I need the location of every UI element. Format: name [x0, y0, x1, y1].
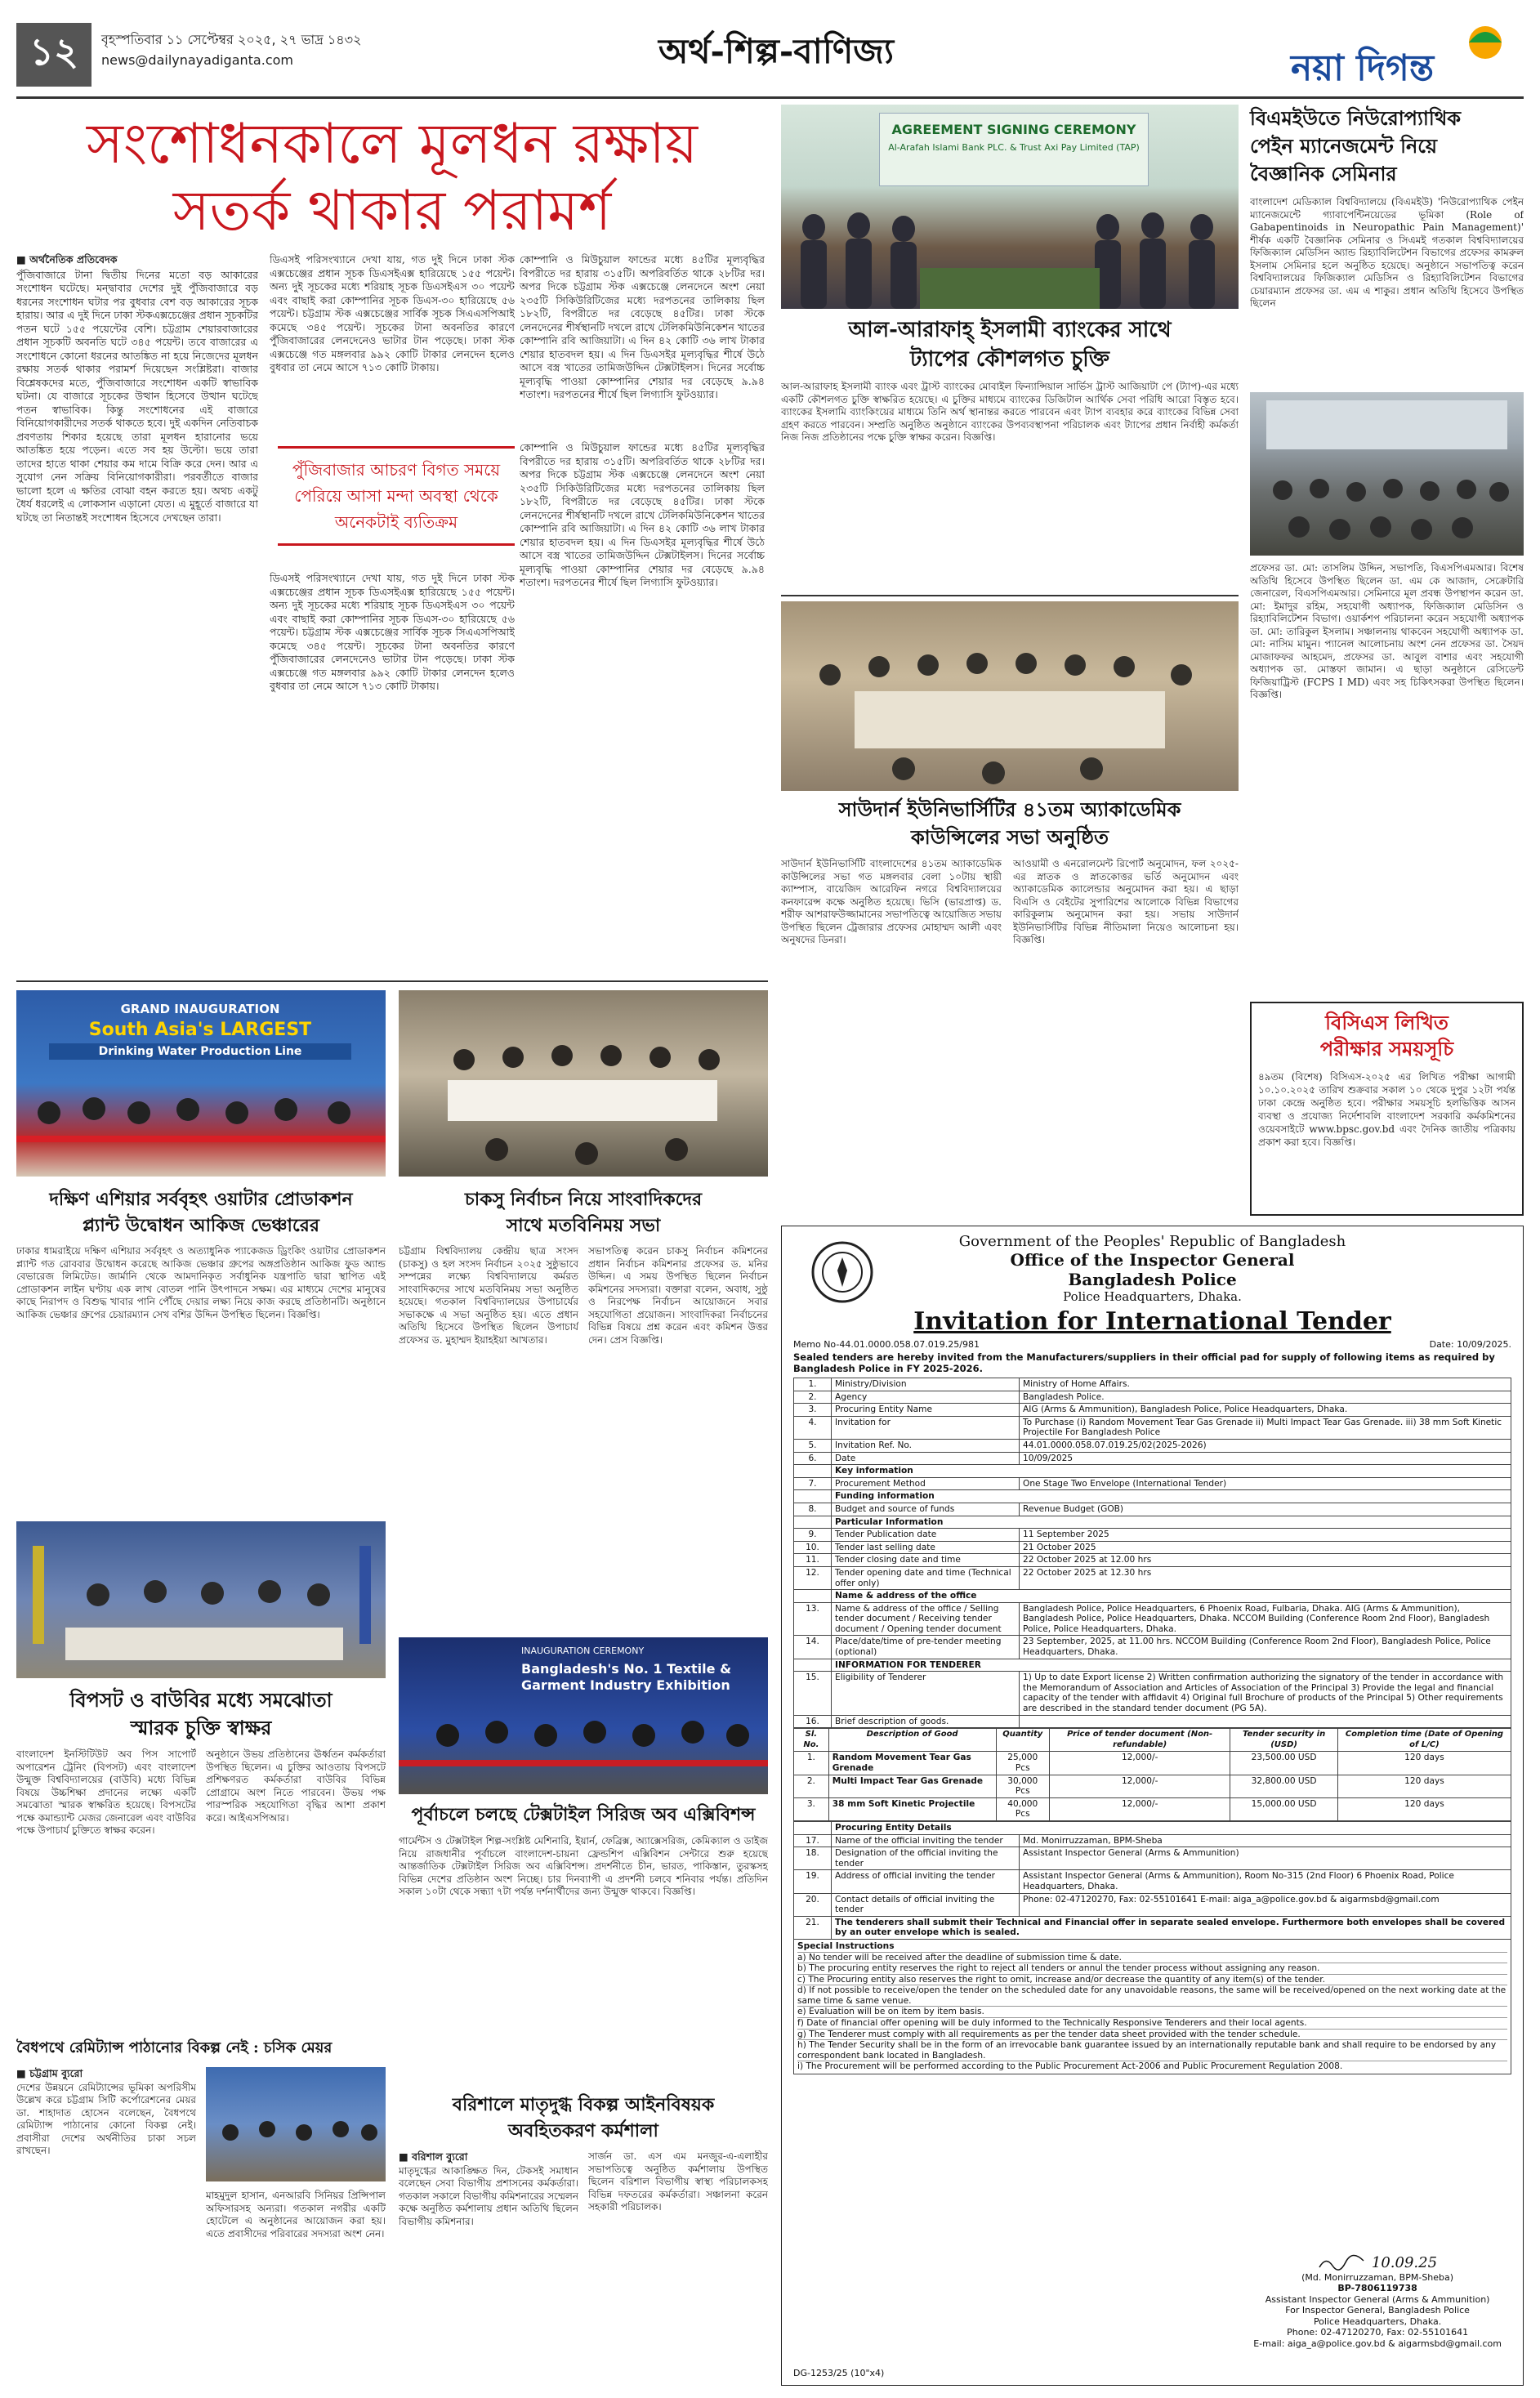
- remit-guests-icon: [206, 2067, 386, 2181]
- press-meeting-icon: [399, 990, 768, 1177]
- tender-row: 8. Budget and source of funds Revenue Budget (GOB): [794, 1503, 1511, 1516]
- exhibition-guests-icon: [399, 1637, 768, 1794]
- special-instruction-item: g) The Tenderer must comply with all requirements as per the tender data sheet provided with the tender schedule.: [797, 2029, 1507, 2040]
- goods-header: Quantity: [996, 1729, 1050, 1752]
- goods-table: [793, 1728, 1511, 1821]
- goods-row: 1. Random Movement Tear Gas Grenade 25,000 Pcs 12,000/- 23,500.00 USD 120 days: [794, 1752, 1511, 1775]
- tender-row: Procuring Entity Details: [794, 1821, 1511, 1834]
- goods-row: 2. Multi Impact Tear Gas Grenade 30,000 Pcs 12,000/- 32,800.00 USD 120 days: [794, 1775, 1511, 1797]
- page-number: ১২: [29, 29, 78, 74]
- textile-banner-2: Bangladesh's No. 1 Textile & Garment Industry Exhibition: [521, 1661, 732, 1693]
- special-instruction-item: c) The Procuring entity also reserves the right to omit, increase and/or decrease the quantity of any item(s) of the tender.: [797, 1974, 1507, 1985]
- bcs-box: [1250, 1002, 1524, 1216]
- tender-office-line: Office of the Inspector General: [1010, 1250, 1295, 1270]
- meeting-table-icon: [781, 601, 1239, 791]
- bcs-body: ৪৯তম (বিশেষ) বিসিএস-২০২৫ এর লিখিত পরীক্ষা আগামী ১০.১০.২০২৫ তারিখ শুক্রবার সকাল ১০ থেকে দুপুর ১২টা পর্যন্ত ঢাকা কেন্দ্রে অনুষ্ঠিত হবে। পরীক্ষার সময়সূচি হলভিত্তিক আসন ব্যবস্থা ও প্রযোজ্য নির্দেশাবলি বাংলাদেশ সরকারি কর্মকমিশনের ওয়েবসাইটে www.bpsc.gov.bd এবং দৈনিক জাতীয় পত্রিকায় প্রকাশ করা হবে। বিজ্ঞপ্তি।: [1258, 1071, 1515, 1148]
- special-instructions: Special Instructions a) No tender will be received after the deadline of submission time & date. b) The procuring entity reserves the right to reject all tenders or annul the tender process without assigning any reason. c) The Procuring entity also reserves the right to omit, increase and/or decrease the quantity of any item(s) of the tender. d) If not possible to receive/open the tender on the scheduled date for any unavoidable reasons, the same will be received/opened on the next working date at the same time & same venue. e) Evaluation will be on item by item basis. f) Date of financial offer opening will be duly informed to the Technically Responsive Tenderers and their local agents. g) The Tenderer must comply with all requirements as per the tender data sheet provided with the tender schedule. h) The Tender Security shall be in the form of an irrevocable bank guarantee issued by an internationally reputable bank and shall require to be endorsed by any correspondent bank located in Bangladesh. i) The Procurement will be performed according to the Public Procurement Act-2006 and Public Procurement Regulation 2008.: [793, 1940, 1511, 2074]
- goods-header: Tender security in (USD): [1230, 1729, 1338, 1752]
- tender-row: 13. Name & address of the office / Selling tender document / Receiving tender document / Opening tender document Bangladesh Police, Police Headquarters, 6 Phoenix Road, Fulbaria, Dhaka. AIG (Arms & Ammunition), Bangladesh Police, Police Headquarters, Dhaka. NCCOM Building (Conference Room 2nd Floor), Bangladesh Police, Police Headquarters, Dhaka.: [794, 1602, 1511, 1636]
- tender-table-2: [793, 1821, 1511, 1940]
- textile-photo: [399, 1637, 768, 1794]
- police-emblem-icon: [810, 1239, 875, 1305]
- remit-byline: ■ চট্টগ্রাম ব্যুরো: [16, 2067, 83, 2079]
- photo-banner-title: AGREEMENT SIGNING CEREMONY: [891, 122, 1136, 137]
- bipost-col-1: বাংলাদেশ ইনস্টিটিউট অব পিস সাপোর্ট অপারেশন ট্রেনিং (বিপসট) এবং বাংলাদেশ উন্মুক্ত বিশ্ববিদ্যালয়ের (বাউবি) মধ্যে বিভিন্ন বিষয়ে উচ্চশিক্ষা প্রদানের লক্ষ্যে একটি সমঝোতা স্মারক স্বাক্ষরিত হয়েছে। বিপসটের পক্ষে কমান্ড্যান্ট মেজর জেনারেল এবং বাউবির পক্ষে উপাচার্য চুক্তিতে স্বাক্ষর করেন।: [16, 1748, 196, 1836]
- tender-row: 10. Tender last selling date 21 October 2025: [794, 1541, 1511, 1554]
- lead-col-2-bottom: ডিএসই পরিসংখ্যানে দেখা যায়, গত দুই দিনে ঢাকা স্টক এক্সচেঞ্জের প্রধান সূচক ডিএসইএক্স হারিয়েছে ১৫৫ পয়েন্ট। অন্য দুই সূচকের মধ্যে শরিয়াহ সূচক ডিএসইএস ৩০ পয়েন্ট এবং বাছাই করা কোম্পানির সূচক ডিএস-৩০ হারিয়েছে ৫৬ পয়েন্ট। চট্টগ্রাম স্টক এক্সচেঞ্জের সার্বিক সূচক সিএএসপিআই কমেছে ৩৪৫ পয়েন্ট। সূচকের টানা অবনতির কারণে পুঁজিবাজারের লেনদেনেও ভাটার টান পড়েছে। ঢাকা স্টক এক্সচেঞ্জে গত মঙ্গলবার ৯৯২ কোটি টাকার লেনদেন হলেও বুধবার তা নেমে আসে ৭১৩ কোটি টাকায়।: [270, 572, 515, 692]
- page-number-box: [16, 23, 92, 87]
- tender-police-line: Bangladesh Police: [1068, 1270, 1237, 1289]
- bipost-col-2: অনুষ্ঠানে উভয় প্রতিষ্ঠানের ঊর্ধ্বতন কর্মকর্তারা উপস্থিত ছিলেন। এ চুক্তির আওতায় বিপসটে প্রশিক্ষণরত কর্মকর্তারা বাউবির বিভিন্ন প্রোগ্রামে অংশ নিতে পারবেন। উভয় পক্ষ পারস্পরিক সহযোগিতা বৃদ্ধির আশা প্রকাশ করে। আইএসপিআর।: [206, 1748, 386, 1824]
- textile-body: গার্মেন্টস ও টেক্সটাইল শিল্প-সংশ্লিষ্ট মেশিনারি, ইয়ার্ন, ফেব্রিক্স, অ্যাক্সেসরিজ, কেমিক্যাল ও ডাইজ নিয়ে রাজধানীর পূর্বাচলে বাংলাদেশ-চায়না ফ্রেন্ডশিপ এক্সিবিশন সেন্টারে শুরু হয়েছে আন্তর্জাতিক টেক্সটাইল সিরিজ অব এক্সিবিশন্স। প্রদর্শনীতে চীন, ভারত, পাকিস্তান, তুরস্কসহ বিভিন্ন দেশের প্রতিষ্ঠান অংশ নিচ্ছে। চার দিনব্যাপী এ প্রদর্শনী চলবে শনিবার পর্যন্ত। প্রতিদিন সকাল ১০টা থেকে সন্ধ্যা ৭টা পর্যন্ত দর্শনার্থীদের জন্য উন্মুক্ত থাকবে। বিজ্ঞপ্তি।: [399, 1835, 768, 1897]
- tender-row: Funding information: [794, 1490, 1511, 1503]
- tender-row: 12. Tender opening date and time (Technical offer only) 22 October 2025 at 12.30 hrs: [794, 1566, 1511, 1589]
- logo-text: নয়া দিগন্ত: [1291, 47, 1435, 89]
- tender-row: 17. Name of the official inviting the tender Md. Monirruzzaman, BPM-Sheba: [794, 1834, 1511, 1847]
- chaksu-col-1: চট্টগ্রাম বিশ্ববিদ্যালয় কেন্দ্রীয় ছাত্র সংসদ (চাকসু) ও হল সংসদ নির্বাচন ২০২৫ সুষ্ঠুভাবে সম্পন্নের লক্ষ্যে বিশ্ববিদ্যালয়ে কর্মরত সাংবাদিকদের সাথে মতবিনিময় সভা অনুষ্ঠিত হয়েছে। গতকাল বিশ্ববিদ্যালয়ের উপাচার্যের সভাকক্ষে এ সভা অনুষ্ঠিত হয়। এতে প্রধান অতিথি হিসেবে উপস্থিত ছিলেন উপাচার্য প্রফেসর ড. মুহাম্মদ ইয়াহইয়া আখতার।: [399, 1245, 578, 1346]
- tender-row: 19. Address of official inviting the tender Assistant Inspector General (Arms & Ammunition), Room No-315 (2nd Floor) 6 Phoenix Road, Police Headquarters, Dhaka.: [794, 1870, 1511, 1893]
- barisal-col-2: সার্জন ডা. এস এম মনজুর-এ-এলাহীর সভাপতিত্বে অনুষ্ঠিত কর্মশালায় উপস্থিত ছিলেন বরিশাল বিভাগীয় স্বাস্থ্য পরিচালকসহ বিভিন্ন দফতরের কর্মকর্তারা। সঞ্চালনা করেন সহকারী পরিচালক।: [588, 2150, 768, 2213]
- photo-banner-sub: Al-Arafah Islami Bank PLC. & Trust Axi Pay Limited (TAP): [888, 142, 1140, 153]
- signature-icon: [1318, 2254, 1367, 2272]
- tender-row: 2. Agency Bangladesh Police.: [794, 1391, 1511, 1404]
- tender-title: Invitation for International Tender: [913, 1307, 1391, 1336]
- islami-rule: [781, 595, 1239, 596]
- goods-row: 3. 38 mm Soft Kinetic Projectile 40,000 Pcs 12,000/- 15,000.00 USD 120 days: [794, 1797, 1511, 1820]
- tender-row: Name & address of the office: [794, 1590, 1511, 1603]
- tender-intro: Sealed tenders are hereby invited from the Manufacturers/suppliers in their official pad for supply of following items as required by Bangladesh Police in FY 2025-2026.: [793, 1351, 1495, 1374]
- remit-photo: [206, 2067, 386, 2181]
- tender-gov-line: Government of the Peoples' Republic of Bangladesh: [958, 1233, 1346, 1250]
- tender-row: 1. Ministry/Division Ministry of Home Affairs.: [794, 1378, 1511, 1391]
- barisal-col-1: ■ বরিশাল ব্যুরো মাতৃদুগ্ধের আকাঙ্ক্ষিত দিন, টেকসই সমাধান বলেছেন সেবা বিভাগীয় প্রশাসনের কর্মকর্তারা। গতকাল সকালে বিভাগীয় কমিশনারের সম্মেলন কক্ষে অনুষ্ঠিত কর্মশালায় প্রধান অতিথি ছিলেন বিভাগীয় কমিশনার।: [399, 2150, 578, 2227]
- seminar-body-bottom: প্রফেসর ডা. মো: তাসলিম উদ্দিন, সভাপতি, বিএসপিএমআর। বিশেষ অতিথি হিসেবে উপস্থিত ছিলেন ডা. এম কে আজাদ, সেক্রেটারি জেনারেল, বিএসপিএমআর। সেমিনারে মূল প্রবন্ধ উপস্থাপন করেন ডা. মো: ইমাদুর রহিম, সহযোগী অধ্যাপক, ফিজিক্যাল মেডিসিন ও রিহ্যাবিলিটেশন বিভাগ। ওয়ার্কশপ পরিচালনা করেন সহযোগী অধ্যাপক ডা. মো: তারিকুল ইসলাম। সঞ্চালনায় থাকবেন সহযোগী অধ্যাপক ডা. মো: নাসিম মামুন। প্যানেল আলোচনায় অংশ নেন প্রফেসর ডা. সৈয়দ মোজাফফর আহমেদ, প্রফেসর ডা. আবুল বাশার এবং সহযোগী অধ্যাপক ডা. মোস্তফা জামান। এ ছাড়া অনুষ্ঠানে রেসিডেন্ট ফিজিয়াট্রিস্ট (FCPS I MD) এবং সহ চিকিৎসকরা উপস্থিত ছিলেন। বিজ্ঞপ্তি।: [1250, 562, 1524, 700]
- special-instruction-item: e) Evaluation will be on item by item basis.: [797, 2006, 1507, 2017]
- remit-headline: বৈধপথে রেমিট্যান্স পাঠানোর বিকল্প নেই : চসিক মেয়র: [16, 2039, 333, 2056]
- tender-row: 11. Tender closing date and time 22 October 2025 at 12.00 hrs: [794, 1554, 1511, 1567]
- goods-table-wrap: [793, 1728, 1511, 1821]
- water-headline: দক্ষিণ এশিয়ার সর্ববৃহৎ ওয়াটার প্রোডাকশন প্ল্যান্ট উদ্বোধন আকিজ ভেঞ্চারের: [49, 1189, 353, 1236]
- lead-bottom-rule: [16, 980, 768, 982]
- tender-notice: [781, 1226, 1524, 2386]
- water-banner-2: South Asia's LARGEST: [88, 1020, 312, 1040]
- lead-col-1: ■ অর্থনৈতিক প্রতিবেদক পুঁজিবাজারে টানা দ্বিতীয় দিনের মতো বড় আকারের সংশোধন ঘটেছে। মন্দ্বাবার দেশের দুই পুঁজিবাজারে বড় ধরনের সংশোধন ঘটার পর বুধবার বেশ বড় আকারের সূচক হারায়। আর এ দুই দিনে ঢাকা স্টকএক্সচেঞ্জের প্রধান সূচকটির পতন ঘটে ১৫৫ পয়েন্টের বেশি। চট্টগ্রাম শেয়ারবাজারের প্রধান সূচকটি অবনতি ঘটে ৩৪৫ পয়েন্ট। তবে বাজারের এ সংশোধনে কোনো ধরনের আতঙ্কিত না হয়ে নিজেদের মূলধন রক্ষায় সতর্ক থাকার পরামর্শ দিয়েছেন সংশ্লিষ্টরা। বাজার বিশ্লেষকদের মতে, পুঁজিবাজারে সংশোধন একটি স্বাভাবিক ঘটনা। যে বাজারে সূচকের উত্থান হিসেবে উত্থান ঘটেছে পতন স্বাভাবিক। কিন্তু সংশোধনের এই বাজারে বিনিয়োগকারীদের সতর্ক থাকতে হবে। দুই একদিন নেতিবাচক প্রবণতায় শিকার হয়েছে তারা মূলধন হারানোর ভয়ে আতঙ্কিত হয়ে পড়েন। এতে সব হয় উল্টো। ভয়ে তারা তাদের হাতে থাকা শেয়ার কম দামে বিক্রি করে দেন। আর এ সুযোগ নেন সক্রিয় বিনিয়োগকারীরা। পরবর্তীতে বাজার ভালো হলে এ ক্ষতির বোঝা বহন করতে হয়। অথচ একটু ধৈর্য ধরলেই এ লোকসান এড়ানো যেত। এ মুহূর্তে বাজারে যা ঘটছে তা নিতান্তই সংশোধন হিসেবে দেখছেন তারা।: [16, 253, 258, 524]
- tender-row: 7. Procurement Method One Stage Two Envelope (International Tender): [794, 1477, 1511, 1490]
- lead-col-3-top: কোম্পানি ও মিউচুয়াল ফান্ডের মধ্যে ৪৫টির মূল্যবৃদ্ধির বিপরীতে দর হারায় ৩১৫টি। অপরিবর্তিত থাকে ২৮টির দর। অপর দিকে চট্টগ্রাম স্টক এক্সচেঞ্জে লেনদেনে অংশ নেয়া ২৩৫টি সিকিউরিটিজের মধ্যে দরপতনের তালিকায় ছিল ১৮২টি, বিপরীতে দর বেড়েছে ৪৫টির। ঢাকা স্টকে লেনদেনের শীর্ষস্থানটি দখলে রাখে টেলিকমিউনিকেশন খাতের কোম্পানি রবি আজিয়াটা। এ দিন ৪২ কোটি ৩৬ লাখ টাকার শেয়ার হাতবদল হয়। এ দিন ডিএসইর মূল্যবৃদ্ধির শীর্ষে উঠে আসে বস্ত্র খাতের তামিজউদ্দিন টেক্সটাইলস। দিনের সর্বোচ্চ মূল্যবৃদ্ধি পাওয়া কোম্পানির শেয়ার দর বেড়েছে ৯.৯৪ শতাংশ। দরপতনের শীর্ষে ছিল লিগ্যাসি ফুটওয়্যার।: [520, 253, 765, 400]
- signing-ceremony-icon: [16, 1521, 386, 1678]
- tender-row: 3. Procuring Entity Name AIG (Arms & Ammunition), Bangladesh Police, Police Headquarters, Dhaka.: [794, 1404, 1511, 1417]
- signature-scribble: 10.09.25: [1253, 2254, 1502, 2272]
- southern-headline: সাউদার্ন ইউনিভার্সিটির ৪১তম অ্যাকাডেমিক কাউন্সিলের সভা অনুষ্ঠিত: [838, 797, 1181, 849]
- lead-col-2-top: ডিএসই পরিসংখ্যানে দেখা যায়, গত দুই দিনে ঢাকা স্টক এক্সচেঞ্জের প্রধান সূচক ডিএসইএক্স হারিয়েছে ১৫৫ পয়েন্ট। অন্য দুই সূচকের মধ্যে শরিয়াহ সূচক ডিএসইএস ৩০ পয়েন্ট এবং বাছাই করা কোম্পানির সূচক ডিএস-৩০ হারিয়েছে ৫৬ পয়েন্ট। চট্টগ্রাম স্টক এক্সচেঞ্জের সার্বিক সূচক সিএএসপিআই কমেছে ৩৪৫ পয়েন্ট। সূচকের টানা অবনতির কারণে পুঁজিবাজারের লেনদেনেও ভাটার টান পড়েছে। ঢাকা স্টক এক্সচেঞ্জে গত মঙ্গলবার ৯৯২ কোটি টাকার লেনদেন হলেও বুধবার তা নেমে আসে ৭১৩ কোটি টাকায়।: [270, 253, 515, 373]
- header-rule: [16, 96, 1524, 99]
- chaksu-photo: [399, 990, 768, 1177]
- remit-col-1: ■ চট্টগ্রাম ব্যুরো দেশের উন্নয়নে রেমিট্যান্সের ভূমিকা অপরিসীম উল্লেখ করে চট্টগ্রাম সিটি কর্পোরেশনের মেয়র ডা. শাহাদাত হোসেন বলেছেন, বৈধপথে রেমিট্যান্স পাঠানোর কোনো বিকল্প নেই। প্রবাসীরা দেশের অর্থনীতির চাকা সচল রাখছেন।: [16, 2067, 196, 2156]
- tender-row: 16. Brief description of goods.: [794, 1715, 1511, 1728]
- textile-headline: পূর্বাচলে চলছে টেক্সটাইল সিরিজ অব এক্সিবিশন্স: [411, 1804, 756, 1825]
- water-body: ঢাকার ধামরাইয়ে দক্ষিণ এশিয়ার সর্ববৃহৎ ও অত্যাধুনিক প্যাকেজড ড্রিংকিং ওয়াটার প্রোডাকশন প্ল্যান্ট গত রোববার উদ্বোধন করেছে আকিজ ভেঞ্চার গ্রুপের অঙ্গপ্রতিষ্ঠান আকিজ ফুড অ্যান্ড বেভারেজ লিমিটেড। জার্মানি থেকে আমদানিকৃত সর্বাধুনিক যন্ত্রপাতি দ্বারা স্থাপিত এই প্রোডাকশন লাইন ঘণ্টায় এক লাখ বোতল পানি উৎপাদনে সক্ষম। এর মাধ্যমে দেশের মানুষের কাছে নিরাপদ ও বিশুদ্ধ খাবার পানি পৌঁছে দেয়ার লক্ষ্য নিয়ে কাজ করছে প্রতিষ্ঠানটি। অনুষ্ঠানে আকিজ ভেঞ্চার গ্রুপের চেয়ারম্যান সেখ বশির উদ্দিন উপস্থিত ছিলেন। বিজ্ঞপ্তি।: [16, 1245, 386, 1320]
- special-instruction-item: f) Date of financial offer opening will be duly informed to the Technically Responsive Tenderers and their local agents.: [797, 2017, 1507, 2029]
- tender-row: Key information: [794, 1465, 1511, 1478]
- signature-block: 10.09.25 (Md. Monirruzzaman, BPM-Sheba) BP-7806119738 Assistant Inspector General (Arms & Ammunition) For Inspector General, Bangladesh Police Police Headquarters, Dhaka. Phone: 02-47120270, Fax: 02-55101641 E-mail: aiga_a@police.gov.bd & aigarmsbd@gmail.com: [1253, 2253, 1502, 2349]
- southern-col-2: আওয়ামী ও এনরোলমেন্ট রিপোর্ট অনুমোদন, ফল ২০২৫-এর স্নাতক ও স্নাতকোত্তর ভর্তি অনুমোদন এবং অ্যাকাডেমিক ক্যালেন্ডার অনুমোদন করা হয়। এ ছাড়া বিএসি ও বেইটের সুপারিশের আলোকে বিভিন্ন বিভাগের কারিকুলাম অনুমোদন করা হয়। সভায় সাউদার্ন ইউনিভার্সিটির বিভিন্ন নীতিমালা নিয়েও আলোচনা হয়। বিজ্ঞপ্তি।: [1013, 858, 1239, 945]
- tender-row: 21. The tenderers shall submit their Technical and Financial offer in separate sealed envelope. Furthermore both envelopes shall be covered by an outer envelope which is sealed.: [794, 1916, 1511, 1939]
- tender-row: 18. Designation of the official inviting the tender Assistant Inspector General (Arms & Ammunition): [794, 1847, 1511, 1870]
- water-plant-photo: [16, 990, 386, 1177]
- islami-body: আল-আরাফাহ ইসলামী ব্যাংক এবং ট্রাস্ট ব্যাংকের মোবাইল ফিন্যান্সিয়াল সার্ভিস ট্রাস্ট আজিয়াটা পে (ট্যাপ)-এর মধ্যে একটি কৌশলগত চুক্তি স্বাক্ষরিত হয়েছে। এ চুক্তির মাধ্যমে ব্যাংকের ডিজিটাল আর্থিক সেবা পরিধি আরো বিস্তৃত হবে। ব্যাংকের ইসলামি ব্যাংকিংয়ের মাধ্যমে তিনি অর্থ স্থানান্তর করতে পারবেন এবং ট্যাপ ব্যবহার করে ব্যাংকের বিভিন্ন সেবা গ্রহণ করতে পারবেন। সম্প্রতি অনুষ্ঠিত অনুষ্ঠানে ব্যাংকের উপব্যবস্থাপনা পরিচালক এবং ট্যাপের প্রধান নির্বাহী কর্মকর্তা নিজ নিজ প্রতিষ্ঠানের পক্ষে চুক্তি স্বাক্ষর করেন। বিজ্ঞপ্তি।: [781, 381, 1239, 443]
- lead-byline: ■ অর্থনৈতিক প্রতিবেদক: [16, 253, 118, 266]
- seminar-photo: [1250, 392, 1524, 556]
- goods-header: Completion time (Date of Opening of L/C): [1337, 1729, 1511, 1752]
- bcs-headline: বিসিএস লিখিত পরীক্ষার সময়সূচি: [1319, 1011, 1454, 1061]
- barisal-headline: বরিশালে মাতৃদুগ্ধ বিকল্প আইনবিষয়ক অবহিতকরণ কর্মশালা: [452, 2094, 715, 2141]
- islami-headline: আল-আরাফাহ্ ইসলামী ব্যাংকের সাথে ট্যাপের কৌশলগত চুক্তি: [848, 318, 1172, 372]
- tender-row: 14. Place/date/time of pre-tender meeting (optional) 23 September, 2025, at 11.00 hrs. NCCOM Building (Conference Room 2nd Floor), Bangladesh Police, Police Headquarters, Dhaka.: [794, 1636, 1511, 1659]
- tender-ref: DG-1253/25 (10"x4): [793, 2368, 885, 2378]
- textile-banner-1: INAUGURATION CEREMONY: [521, 1646, 645, 1656]
- lead-col-3-bottom: কোম্পানি ও মিউচুয়াল ফান্ডের মধ্যে ৪৫টির মূল্যবৃদ্ধির বিপরীতে দর হারায় ৩১৫টি। অপরিবর্তিত থাকে ২৮টির দর। অপর দিকে চট্টগ্রাম স্টক এক্সচেঞ্জে লেনদেনে অংশ নেয়া ২৩৫টি সিকিউরিটিজের মধ্যে দরপতনের তালিকায় ছিল ১৮২টি, বিপরীতে দর বেড়েছে ৪৫টির। ঢাকা স্টকে লেনদেনের শীর্ষস্থানটি দখলে রাখে টেলিকমিউনিকেশন খাতের কোম্পানি রবি আজিয়াটা। এ দিন ৪২ কোটি ৩৬ লাখ টাকার শেয়ার হাতবদল হয়। এ দিন ডিএসইর মূল্যবৃদ্ধির শীর্ষে উঠে আসে বস্ত্র খাতের তামিজউদ্দিন টেক্সটাইলস। দিনের সর্বোচ্চ মূল্যবৃদ্ধি পাওয়া কোম্পানির শেয়ার দর বেড়েছে ৯.৯৪ শতাংশ। দরপতনের শীর্ষে ছিল লিগ্যাসি ফুটওয়্যার।: [520, 441, 765, 588]
- tender-memo: Memo No-44.01.0000.058.07.019.25/981: [793, 1339, 980, 1350]
- tender-date: Date: 10/09/2025.: [1429, 1339, 1511, 1350]
- council-photo: [781, 601, 1239, 791]
- masthead-logo: [1266, 18, 1528, 92]
- section-title: অর্থ-শিল্প-বাণিজ্য: [658, 31, 894, 71]
- special-instruction-item: d) If not possible to receive/open the tender on the scheduled date for any unavoidable reasons, the same will be received/opened on the next working date at the same time & same venue.: [797, 1985, 1507, 2006]
- chaksu-headline: চাকসু নির্বাচন নিয়ে সাংবাদিকদের সাথে মতবিনিময় সভা: [464, 1189, 703, 1236]
- southern-col-1: সাউদার্ন ইউনিভার্সিটি বাংলাদেশের ৪১তম অ্যাকাডেমিক কাউন্সিলের সভা গত মঙ্গলবার বেলা ১০টায় স্থায়ী ক্যাম্পাস, বায়েজিদ আরেফিন নগরে বিশ্ববিদ্যালয়ের কনফারেন্স কক্ষে অনুষ্ঠিত হয়েছে। ভিসি (ভারপ্রাপ্ত) ড. শরীফ আশরাফউজ্জামানের সভাপতিত্বে আয়োজিত সভায় উপস্থিত ছিলেন ট্রেজারার প্রফেসর মোহাম্মদ আলী এবং অনুষদের ডিনরা।: [781, 858, 1002, 945]
- special-instruction-item: h) The Tender Security shall be in the form of an irrevocable bank guarantee issued by an internationally reputable bank and shall require to be endorsed by any correspondent bank located in Bangladesh.: [797, 2039, 1507, 2061]
- tender-row: 9. Tender Publication date 11 September 2025: [794, 1529, 1511, 1542]
- water-banner-3: Drinking Water Production Line: [49, 1043, 351, 1060]
- goods-header: Price of tender document (Non-refundable): [1050, 1729, 1230, 1752]
- people-silhouettes-icon: [781, 105, 1239, 309]
- tender-row: 20. Contact details of official inviting the tender Phone: 02-47120270, Fax: 02-55101641 E-mail: aiga_a@police.gov.bd & aigarmsbd@gmail.com: [794, 1893, 1511, 1916]
- tender-hq-line: Police Headquarters, Dhaka.: [1063, 1289, 1242, 1304]
- tender-row: 15. Eligibility of Tenderer 1) Up to date Export license 2) Written confirmation authorizing the signatory of the tender in accordance with the Memorandum of Association and Articles of Association of the Principal 3) Provide the legal and financial capacity of the tender with affidavit 4) Original full Brochure of products of the Principal 5) Other requirements are described in the standard tender document (PG 5A).: [794, 1672, 1511, 1715]
- header-date: বৃহস্পতিবার ১১ সেপ্টেম্বর ২০২৫, ২৭ ভাদ্র ১৪৩২: [101, 32, 362, 47]
- bipost-photo: [16, 1521, 386, 1678]
- bipost-headline: বিপসট ও বাউবির মধ্যে সমঝোতা স্মারক চুক্তি স্বাক্ষর: [69, 1688, 333, 1739]
- goods-header: Description of Good: [828, 1729, 996, 1752]
- tender-row: INFORMATION FOR TENDERER: [794, 1659, 1511, 1672]
- goods-header: Sl. No.: [794, 1729, 829, 1752]
- agreement-photo: [781, 105, 1239, 309]
- water-banner-1: GRAND INAUGURATION: [120, 1002, 280, 1016]
- tender-table: [793, 1378, 1511, 1728]
- chaksu-col-2: সভাপতিত্ব করেন চাকসু নির্বাচন কমিশনের প্রধান নির্বাচন কমিশনার প্রফেসর ড. মনির উদ্দিন। এ সময় উপস্থিত ছিলেন নির্বাচন কমিশনের সদস্যরা। বক্তারা বলেন, অবাধ, সুষ্ঠু ও নিরপেক্ষ নির্বাচন আয়োজনে সবার সহযোগিতা প্রয়োজন। সাংবাদিকরা নির্বাচনের বিভিন্ন বিষয়ে প্রশ্ন করেন এবং কমিশন উত্তর দেন। প্রেস বিজ্ঞপ্তি।: [588, 1245, 768, 1346]
- special-instruction-item: b) The procuring entity reserves the right to reject all tenders or annul the tender process without assigning any reason.: [797, 1963, 1507, 1974]
- seminar-audience-icon: [1250, 392, 1524, 556]
- seminar-headline: বিএমইউতে নিউরোপ্যাথিক পেইন ম্যানেজমেন্ট নিয়ে বৈজ্ঞানিক সেমিনার: [1250, 106, 1462, 185]
- tender-row: 4. Invitation for To Purchase (i) Random Movement Tear Gas Grenade ii) Multi Impact Tear Gas Grenade. iii) 38 mm Soft Kinetic Projectile For Bangladesh Police: [794, 1416, 1511, 1439]
- remit-col-2: মাহমুদুল হাসান, এনআরবি সিনিয়র প্রিন্সিপাল অফিসারসহ অন্যরা। গতকাল নগরীর একটি হোটেলে এ অনুষ্ঠানের আয়োজন করা হয়। এতে প্রবাসীদের পরিবারের সদস্যরা অংশ নেন।: [206, 2190, 386, 2239]
- special-instruction-item: i) The Procurement will be performed according to the Public Procurement Act-2006 and Public Procurement Regulation 2008.: [797, 2061, 1507, 2072]
- ribbon-cutting-icon: [16, 990, 386, 1177]
- special-instruction-item: a) No tender will be received after the deadline of submission time & date.: [797, 1952, 1507, 1963]
- tender-row: 5. Invitation Ref. No. 44.01.0000.058.07.019.25/02(2025-2026): [794, 1439, 1511, 1452]
- tender-row: 6. Date 10/09/2025: [794, 1452, 1511, 1465]
- lead-headline: সংশোধনকালে মূলধন রক্ষায় সতর্ক থাকার পরামর্শ: [86, 112, 699, 243]
- barisal-byline: ■ বরিশাল ব্যুরো: [399, 2150, 468, 2163]
- pullquote: পুঁজিবাজার আচরণ বিগত সময়ে পেরিয়ে আসা মন্দা অবস্থা থেকে অনেকটাই ব্যতিক্রম: [278, 446, 515, 546]
- header-email[interactable]: news@dailynayadiganta.com: [101, 52, 293, 68]
- seminar-body-top: বাংলাদেশ মেডিক্যাল বিশ্ববিদ্যালয়ে (বিএমইউ) 'নিউরোপ্যাথিক পেইন ম্যানেজমেন্টে গ্যাবাপেন্টিনয়েডের ভূমিকা (Role of Gabapentinoids in Neuropathic Pain Management)' শীর্ষক একটি বৈজ্ঞানিক সেমিনার ও সিএমই গতকাল বিশ্ববিদ্যালয়ের ফিজিক্যাল মেডিসিন অ্যান্ড রিহ্যাবিলিটেশন বিভাগের প্রফেসর কামরুল ইসলাম সেমিনার হলে অনুষ্ঠিত হয়েছে। অনুষ্ঠানে সভাপতিত্ব করেন বিশ্ববিদ্যালয়ের ফিজিক্যাল মেডিসিন ও রিহ্যাবিলিটেশন বিভাগের চেয়ারম্যান প্রফেসর ডা. এম এ শাকুর। প্রধান অতিথি হিসেবে উপস্থিত ছিলেন: [1250, 196, 1524, 309]
- tender-row: Particular Information: [794, 1516, 1511, 1529]
